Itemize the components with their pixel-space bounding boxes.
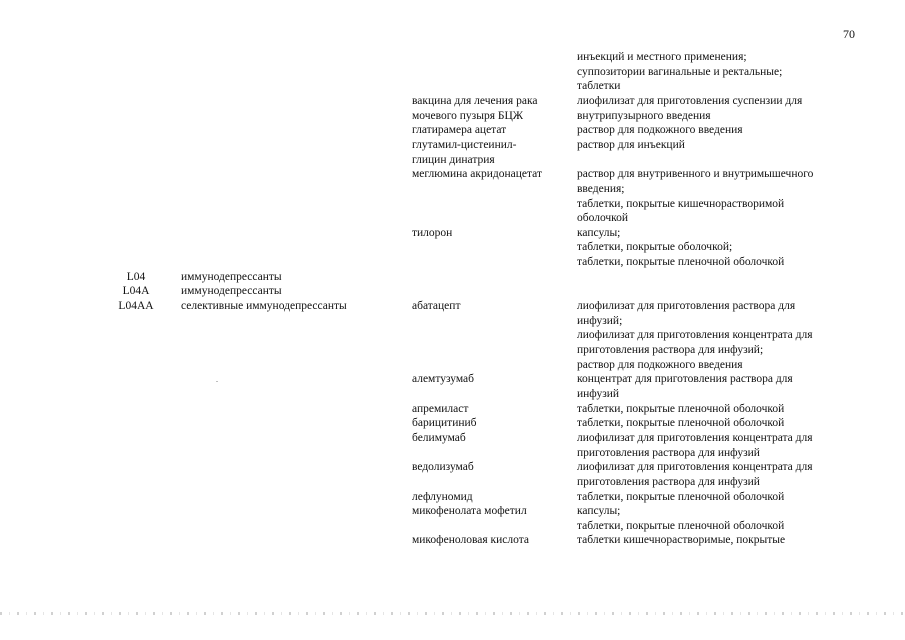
scan-noise-line	[0, 612, 905, 615]
drug-name: абатацепт	[412, 300, 461, 313]
dosage-form: инфузий	[577, 387, 620, 400]
dosage-form: приготовления раствора для инфузий	[577, 475, 760, 488]
dosage-form: раствор для подкожного введения	[577, 124, 743, 137]
dosage-form: раствор для инъекций	[577, 138, 685, 151]
page-number: 70	[843, 27, 855, 41]
dosage-form: лиофилизат для приготовления раствора для	[577, 300, 796, 313]
atc-code: L04A	[122, 285, 150, 298]
atc-group-name: иммунодепрессанты	[181, 285, 282, 298]
dosage-form: внутрипузырного введения	[577, 109, 711, 122]
drug-name: микофенолата мофетил	[412, 505, 527, 518]
dosage-form: таблетки, покрытые пленочной оболочкой	[577, 417, 785, 430]
dosage-form: оболочкой	[577, 212, 629, 225]
drug-name: микофеноловая кислота	[412, 534, 529, 547]
drug-name: глицин динатрия	[412, 153, 495, 166]
atc-code: L04	[126, 270, 146, 283]
dosage-form: приготовления раствора для инфузий;	[577, 344, 764, 356]
drug-name: апремиласт	[412, 402, 469, 415]
drug-name: лефлуномид	[412, 490, 473, 503]
dosage-form: приготовления раствора для инфузий	[577, 446, 760, 459]
dosage-form: капсулы;	[577, 226, 621, 239]
dosage-form: капсулы;	[577, 505, 621, 518]
drug-name: мочевого пузыря БЦЖ	[412, 109, 524, 122]
dosage-form: таблетки, покрытые пленочной оболочкой	[577, 402, 785, 415]
dosage-form: раствор для подкожного введения	[577, 358, 743, 371]
drug-name: глатирамера ацетат	[412, 124, 507, 137]
drug-name: меглюмина акридонацетат	[412, 168, 542, 181]
drug-name: тилорон	[412, 226, 453, 239]
dosage-form: раствор для внутривенного и внутримышечного	[577, 168, 814, 181]
dosage-form: таблетки, покрытые пленочной оболочкой	[577, 519, 785, 532]
dosage-form: инфузий;	[577, 314, 623, 327]
dosage-form: введения;	[577, 182, 625, 195]
dosage-form: концентрат для приготовления раствора для	[577, 373, 793, 386]
atc-code: L04AA	[118, 300, 154, 313]
dosage-form: таблетки, покрытые пленочной оболочкой	[577, 256, 785, 269]
drug-name: вакцина для лечения рака	[412, 94, 538, 107]
dosage-form: таблетки, покрытые пленочной оболочкой	[577, 490, 785, 503]
dosage-form: лиофилизат для приготовления концентрата для	[577, 431, 813, 444]
dosage-form: таблетки, покрытые оболочкой;	[577, 241, 733, 254]
drug-name: белимумаб	[412, 431, 466, 444]
dosage-form: лиофилизат для приготовления концентрата для	[577, 461, 813, 474]
dosage-form: таблетки кишечнорастворимые, покрытые	[577, 534, 786, 547]
dosage-form: таблетки	[577, 80, 621, 93]
dosage-form: лиофилизат для приготовления концентрата для	[577, 329, 813, 342]
drug-name: барицитиниб	[412, 417, 477, 430]
drug-name: ведолизумаб	[412, 461, 474, 474]
atc-group-name: иммунодепрессанты	[181, 270, 282, 283]
atc-group-name: селективные иммунодепрессанты	[181, 300, 347, 313]
drug-name: глутамил-цистеинил-	[412, 138, 517, 151]
scan-artifact	[216, 381, 218, 382]
drug-name: алемтузумаб	[412, 373, 475, 386]
dosage-form: таблетки, покрытые кишечнорастворимой	[577, 197, 785, 210]
dosage-form: инъекций и местного применения;	[577, 51, 747, 63]
dosage-form: суппозитории вагинальные и ректальные;	[577, 65, 783, 78]
dosage-form: лиофилизат для приготовления суспензии для	[577, 94, 803, 107]
